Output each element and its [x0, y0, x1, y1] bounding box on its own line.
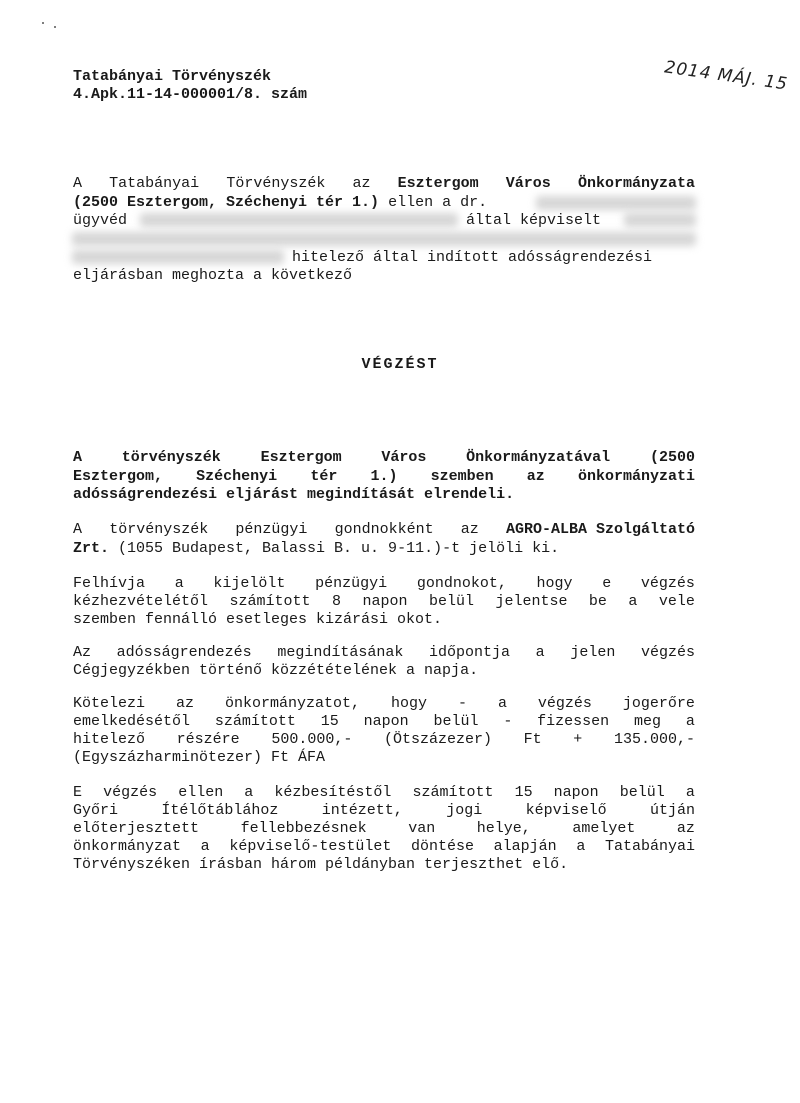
p5-line-4: önkormányzat a képviselő-testület döntése alapján a Tatabányai — [73, 838, 695, 855]
intro-line-3b: által képviselt — [466, 212, 602, 229]
redaction — [140, 213, 458, 227]
p2-line-3: szemben fennálló esetleges kizárási okot. — [73, 611, 443, 628]
p1-line-1: A törvényszék pénzügyi gondnokként az AGRO-ALBA Szolgáltató — [73, 521, 695, 538]
court-name: Tatabányai Törvényszék — [73, 68, 272, 85]
document-title: VÉGZÉST — [361, 356, 439, 373]
ruling-line-1: A törvényszék Esztergom Város Önkormányzatával (2500 — [73, 449, 695, 466]
intro-line-4: hitelező által indított adósságrendezési — [292, 249, 653, 266]
p5-line-1: E végzés ellen a kézbesítéstől számított 15 napon belül a — [73, 784, 695, 801]
intro-line-5: eljárásban meghozta a következő — [73, 267, 353, 284]
intro-line-1: A Tatabányai Törvényszék az Esztergom Város Önkormányzata — [73, 175, 695, 192]
intro-line-2: (2500 Esztergom, Széchenyi tér 1.) ellen a dr. — [73, 194, 488, 211]
p2-line-2: kézhezvételétől számított 8 napon belül jelentse be a vele — [73, 593, 695, 610]
p4-line-4: (Egyszázharminötezer) Ft ÁFA — [73, 749, 326, 766]
case-number: 4.Apk.11-14-000001/8. szám — [73, 86, 308, 103]
p3-line-2: Cégjegyzékben történő közzétételének a napja. — [73, 662, 479, 679]
p5-line-3: előterjesztett fellebbezésnek van helye, amelyet az — [73, 820, 695, 837]
redaction — [72, 232, 696, 246]
scan-speck — [54, 26, 56, 28]
scan-speck — [42, 22, 44, 24]
p1-line-2: Zrt. (1055 Budapest, Balassi B. u. 9-11.)-t jelöli ki. — [73, 540, 560, 557]
p4-line-1: Kötelezi az önkormányzatot, hogy - a végzés jogerőre — [73, 695, 695, 712]
intro-line-3a: ügyvéd — [73, 212, 128, 229]
redaction — [536, 196, 696, 210]
p5-line-5: Törvényszéken írásban három példányban terjeszthet elő. — [73, 856, 569, 873]
redaction — [624, 213, 696, 227]
p3-line-1: Az adósságrendezés megindításának időpontja a jelen végzés — [73, 644, 695, 661]
redaction — [72, 250, 284, 264]
p5-line-2: Győri Ítélőtáblához intézett, jogi képviselő útján — [73, 802, 695, 819]
ruling-line-2: Esztergom, Széchenyi tér 1.) szemben az önkormányzati — [73, 468, 695, 485]
p2-line-1: Felhívja a kijelölt pénzügyi gondnokot, hogy e végzés — [73, 575, 695, 592]
p4-line-2: emelkedésétől számított 15 napon belül - fizessen meg a — [73, 713, 695, 730]
ruling-line-3: adósságrendezési eljárást megindítását elrendeli. — [73, 486, 515, 503]
received-stamp: 2014 MÁJ. 15 — [663, 57, 790, 95]
p4-line-3: hitelező részére 500.000,- (Ötszázezer) Ft + 135.000,- — [73, 731, 695, 748]
